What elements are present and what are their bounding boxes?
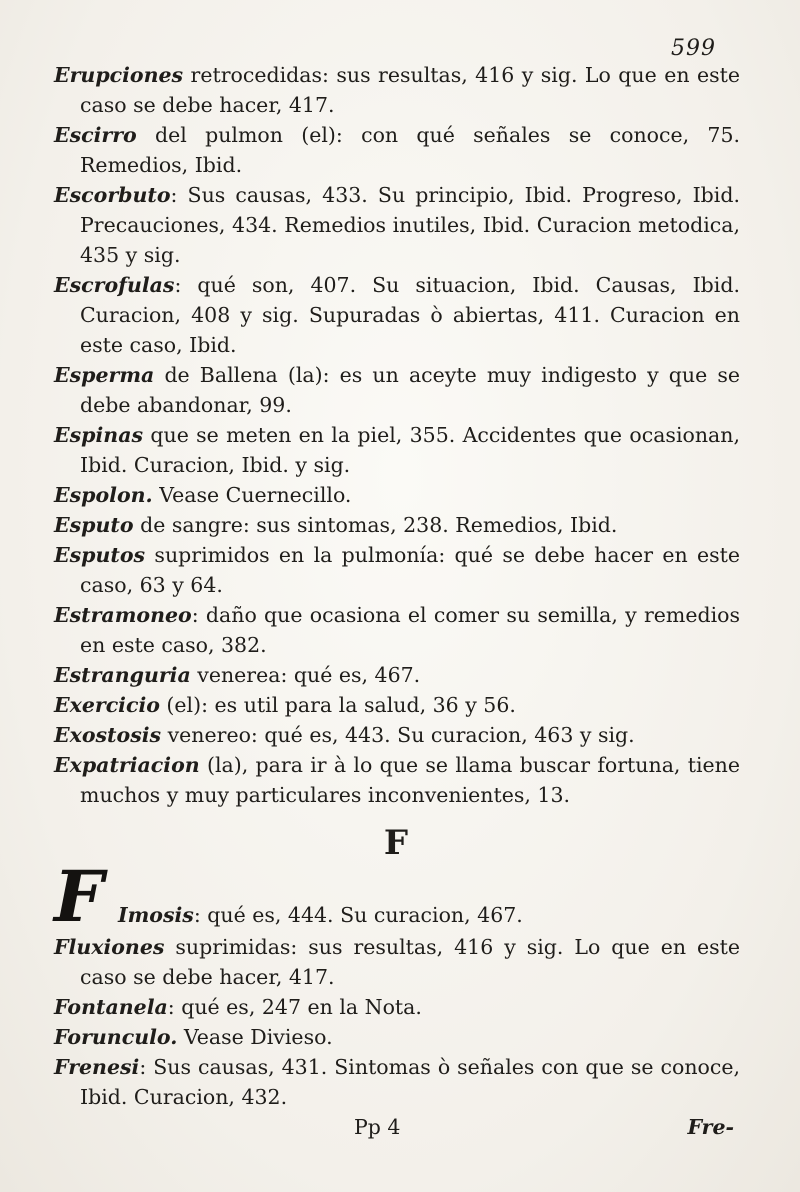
index-entry xyxy=(54,480,740,510)
catchword: Fre- xyxy=(687,1115,734,1139)
entry-text: venerea: qué es, 467. xyxy=(190,663,421,687)
index-entry xyxy=(54,992,740,1022)
entry-term: Exercicio xyxy=(54,693,160,717)
index-entry xyxy=(54,360,740,420)
index-entry xyxy=(54,510,740,540)
index-entry xyxy=(54,660,740,690)
index-entry xyxy=(54,600,740,660)
entry-text: : qué es, 444. Su curacion, 467. xyxy=(193,903,523,927)
entry-term: Imosis xyxy=(118,903,194,927)
entry-term: Forunculo. xyxy=(54,1025,178,1049)
entry-term: Estranguria xyxy=(54,663,191,687)
entry-text: (la), para ir à lo que se llama buscar fortuna, tiene muchos y muy particulares inconvenientes, 13. xyxy=(80,753,740,807)
entry-term: Escirro xyxy=(54,123,137,147)
entry-text: de sangre: sus sintomas, 238. Remedios, Ibid. xyxy=(133,513,618,537)
dropcap-line xyxy=(118,868,740,930)
entry-text: venereo: qué es, 443. Su curacion, 463 y sig. xyxy=(161,723,635,747)
index-entry xyxy=(54,1022,740,1052)
entry-term: Esperma xyxy=(54,363,155,387)
entry-term: Esputos xyxy=(54,543,146,567)
entry-term: Expatriacion xyxy=(54,753,200,777)
index-entry xyxy=(54,120,740,180)
index-entry xyxy=(54,1052,740,1112)
entry-term: Erupciones xyxy=(54,63,184,87)
index-entry xyxy=(54,270,740,360)
page-number: 599 xyxy=(671,36,716,61)
entry-term: Exostosis xyxy=(54,723,162,747)
entries-e xyxy=(54,60,740,810)
section-heading-f: F xyxy=(383,823,411,863)
entry-text: suprimidas: sus resultas, 416 y sig. Lo que en este caso se debe hacer, 417. xyxy=(80,935,740,989)
entries-f xyxy=(54,932,740,1112)
entry-text: que se meten en la piel, 355. Accidentes que ocasionan, Ibid. Curacion, Ibid. y sig. xyxy=(80,423,740,477)
entry-term: Espolon. xyxy=(54,483,153,507)
page-footer xyxy=(54,1112,740,1146)
index-entry xyxy=(54,60,740,120)
entry-term: Fluxiones xyxy=(54,935,165,959)
entry-text: suprimidos en la pulmonía: qué se debe hacer en este caso, 63 y 64. xyxy=(80,543,740,597)
entry-text: : Sus causas, 433. Su principio, Ibid. Progreso, Ibid. Precauciones, 434. Remedios inutiles, Ibid. Curacion metodica, 435 y sig. xyxy=(80,183,740,267)
index-entry xyxy=(54,420,740,480)
entry-text: Vease Cuernecillo. xyxy=(152,483,352,507)
index-entry xyxy=(54,690,740,720)
index-entry xyxy=(54,720,740,750)
dropcap-letter: F xyxy=(54,855,104,938)
entry-term: Escrofulas xyxy=(54,273,175,297)
entry-text: Vease Divieso. xyxy=(177,1025,333,1049)
entry-text: : daño que ocasiona el comer su semilla, y remedios en este caso, 382. xyxy=(80,603,740,657)
index-entry-dropcap xyxy=(54,855,740,938)
index-entry xyxy=(54,180,740,270)
entry-text: retrocedidas: sus resultas, 416 y sig. Lo que en este caso se debe hacer, 417. xyxy=(80,63,740,117)
entry-text: : Sus causas, 431. Sintomas ò señales con que se conoce, Ibid. Curacion, 432. xyxy=(80,1055,740,1109)
index-entry xyxy=(54,540,740,600)
entry-term: Esputo xyxy=(54,513,134,537)
entry-text: de Ballena (la): es un aceyte muy indigesto y que se debe abandonar, 99. xyxy=(80,363,740,417)
index-entry xyxy=(54,750,740,810)
entry-term: Frenesi xyxy=(54,1055,140,1079)
entry-text: : qué es, 247 en la Nota. xyxy=(167,995,422,1019)
signature-mark: Pp 4 xyxy=(354,1115,401,1139)
entry-text: del pulmon (el): con qué señales se conoce, 75. Remedios, Ibid. xyxy=(80,123,740,177)
entry-term: Escorbuto xyxy=(54,183,171,207)
entry-text: (el): es util para la salud, 36 y 56. xyxy=(159,693,516,717)
entry-term: Fontanela xyxy=(54,995,168,1019)
entry-term: Espinas xyxy=(54,423,144,447)
entry-text: : qué son, 407. Su situacion, Ibid. Causas, Ibid. Curacion, 408 y sig. Supuradas ò abiertas, 411. Curacion en este caso, Ibid. xyxy=(80,273,740,357)
index-entries xyxy=(54,60,740,1146)
index-entry xyxy=(54,932,740,992)
entry-term: Estramoneo xyxy=(54,603,192,627)
